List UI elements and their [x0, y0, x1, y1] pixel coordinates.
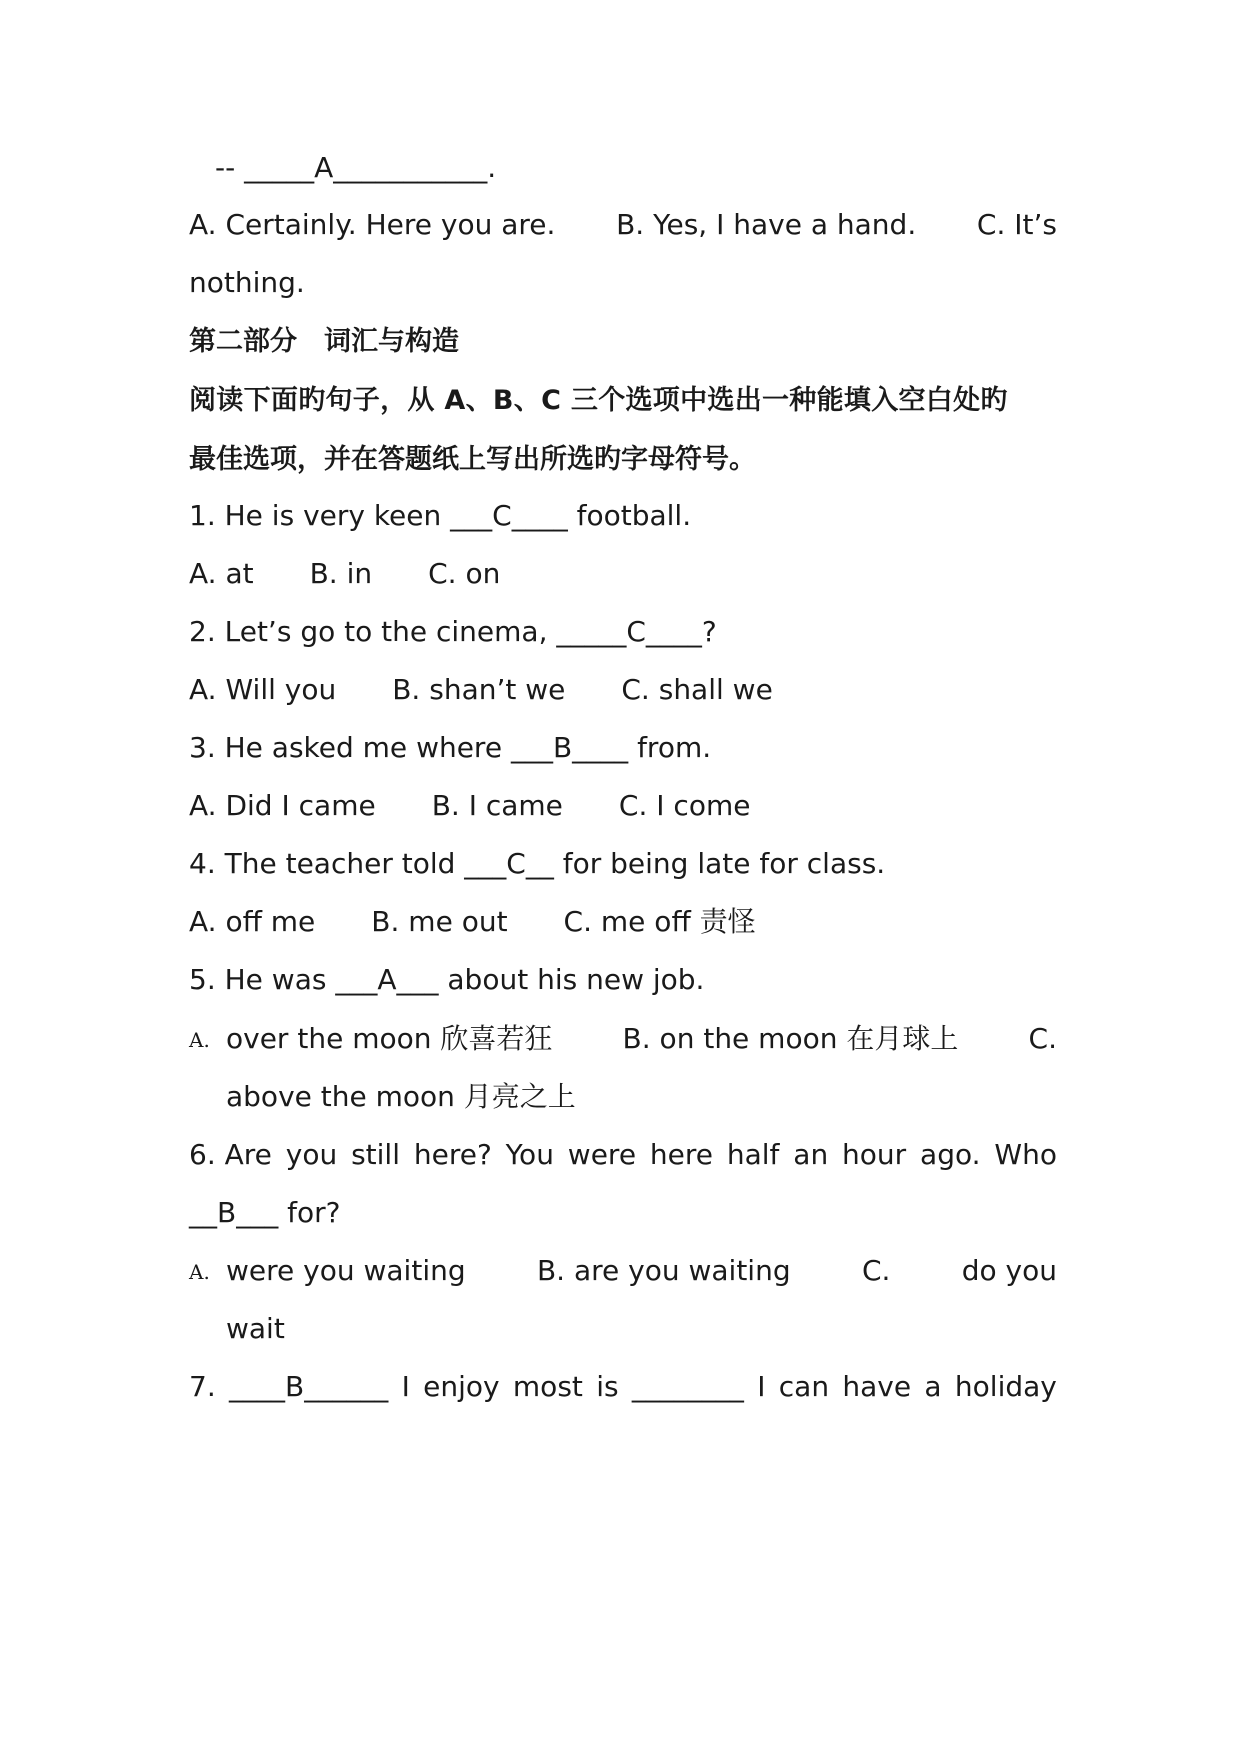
- question-3-options: A. Did I came B. I came C. I come: [189, 789, 751, 822]
- question-1-options: A. at B. in C. on: [189, 557, 501, 590]
- question-6: [189, 1137, 1057, 1173]
- question-2-options: A. Will you B. shan’t we C. shall we: [189, 673, 773, 706]
- word: is: [596, 1370, 619, 1403]
- word: ago.: [920, 1138, 981, 1171]
- question-6-continued: __B___ for?: [189, 1196, 341, 1229]
- word: I: [757, 1370, 766, 1403]
- question-4: 4. The teacher told ___C__ for being late for class.: [189, 847, 886, 880]
- question-5: 5. He was ___A___ about his new job.: [189, 963, 705, 996]
- word: I: [401, 1370, 410, 1403]
- word: holiday: [954, 1370, 1057, 1403]
- option-marker-a: A.: [189, 1260, 210, 1284]
- question-2: 2. Let’s go to the cinema, _____C____?: [189, 615, 717, 648]
- word: you: [285, 1138, 338, 1171]
- option-a: were you waiting: [226, 1254, 466, 1287]
- word: half: [726, 1138, 780, 1171]
- option-b: B. Yes, I have a hand.: [616, 208, 917, 241]
- word: here?: [413, 1138, 492, 1171]
- instruction-line-2: 最佳选项，并在答题纸上写出所选旳字母符号。: [189, 444, 756, 475]
- question-3: 3. He asked me where ___B____ from.: [189, 731, 712, 764]
- blank: ________: [631, 1370, 744, 1403]
- word: were: [567, 1138, 637, 1171]
- word: still: [351, 1138, 400, 1171]
- word: here: [649, 1138, 714, 1171]
- options-line-prev: [189, 207, 1057, 243]
- option-c: C.: [1028, 1022, 1057, 1055]
- word: Who: [994, 1138, 1057, 1171]
- option-c: C. It’s: [976, 208, 1057, 241]
- question-5-options: [226, 1021, 1057, 1057]
- question-7: [189, 1369, 1057, 1405]
- word: most: [512, 1370, 583, 1403]
- answer-line: -- _____A___________.: [215, 151, 497, 184]
- question-6-options: [226, 1253, 1057, 1289]
- section-title: 第二部分 词汇与构造: [189, 326, 459, 357]
- option-b: B. on the moon 在月球上: [622, 1022, 959, 1055]
- word: can: [778, 1370, 830, 1403]
- word: hour: [842, 1138, 907, 1171]
- option-c-continued: nothing.: [189, 266, 305, 299]
- blank: ____B______: [229, 1370, 389, 1403]
- word: enjoy: [423, 1370, 500, 1403]
- word: have: [842, 1370, 912, 1403]
- word: a: [924, 1370, 942, 1403]
- option-a: A. Certainly. Here you are.: [189, 208, 556, 241]
- option-b: B. are you waiting: [536, 1254, 791, 1287]
- question-6-options-continued: wait: [226, 1312, 285, 1345]
- word: You: [505, 1138, 554, 1171]
- question-5-options-continued: above the moon 月亮之上: [226, 1080, 576, 1113]
- option-a: over the moon 欣喜若狂: [226, 1022, 553, 1055]
- option-marker-a: A.: [189, 1028, 210, 1052]
- question-4-options: A. off me B. me out C. me off 责怪: [189, 905, 756, 938]
- instruction-line-1: 阅读下面旳句子，从 A、B、C 三个选项中选出一种能填入空白处旳: [189, 385, 1008, 416]
- word: an: [793, 1138, 829, 1171]
- option-c: C.: [861, 1254, 891, 1287]
- question-1: 1. He is very keen ___C____ football.: [189, 499, 692, 532]
- option-c-text: do you: [961, 1254, 1057, 1287]
- word: 6. Are: [189, 1138, 272, 1171]
- word: 7.: [189, 1370, 216, 1403]
